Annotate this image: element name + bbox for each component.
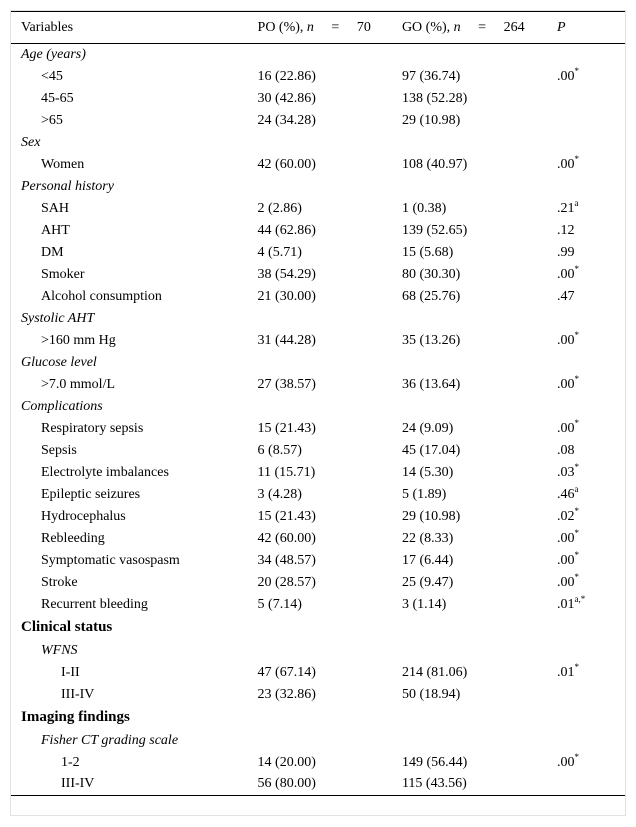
- header-variables: Variables: [11, 12, 258, 44]
- p-value-cell: [557, 110, 625, 132]
- row-heading: Fisher CT grading scale: [41, 732, 179, 748]
- go-value: 35 (13.26): [401, 332, 461, 348]
- go-value: [402, 352, 557, 374]
- po-value: 20 (28.57): [257, 574, 316, 590]
- go-value: 97 (36.74): [401, 68, 461, 84]
- header-go-n-eq: =: [478, 19, 487, 35]
- header-po-n-label: n: [306, 19, 314, 35]
- po-value: [258, 44, 402, 66]
- p-value: .99: [556, 244, 575, 260]
- po-value: 2 (2.86): [257, 200, 302, 216]
- go-value: 45 (17.04): [401, 442, 461, 458]
- row-label: <45: [41, 68, 63, 84]
- go-value: 15 (5.68): [401, 244, 454, 260]
- po-value: 15 (21.43): [257, 420, 316, 436]
- row-label: Recurrent bleeding: [41, 596, 148, 612]
- p-value-cell: [557, 440, 625, 462]
- table-row: [11, 198, 625, 220]
- go-value: [402, 132, 557, 154]
- data-table: [11, 11, 625, 796]
- po-value: [258, 308, 402, 330]
- table-row: [11, 572, 625, 594]
- group-heading-row: [11, 730, 625, 752]
- po-value: [258, 396, 402, 418]
- table-row: [11, 374, 625, 396]
- table-row: [11, 550, 625, 572]
- row-heading: Glucose level: [21, 354, 97, 370]
- row-label: Rebleeding: [41, 530, 105, 546]
- po-value: 23 (32.86): [257, 686, 316, 702]
- p-value-cell: [557, 752, 625, 774]
- p-footnote-marker: *: [574, 571, 579, 582]
- row-label: 1-2: [61, 754, 80, 770]
- p-value-cell: [557, 198, 625, 220]
- p-value-cell: [557, 462, 625, 484]
- table-container: [10, 10, 626, 816]
- row-label: Women: [41, 156, 85, 172]
- table-row: [11, 774, 625, 796]
- po-value: 38 (54.29): [257, 266, 316, 282]
- table-row: [11, 594, 625, 616]
- p-value: .21: [556, 200, 575, 216]
- go-value: 115 (43.56): [402, 774, 557, 796]
- p-value: .00: [556, 332, 575, 348]
- table-row: [11, 528, 625, 550]
- go-value: [402, 706, 557, 730]
- header-go-prefix: GO (%),: [401, 19, 451, 35]
- go-value: 138 (52.28): [401, 90, 468, 106]
- table-row: [11, 220, 625, 242]
- header-go: [402, 12, 557, 44]
- po-value: 42 (60.00): [257, 156, 316, 172]
- row-heading: Clinical status: [21, 619, 113, 635]
- table-row: [11, 418, 625, 440]
- table-row: [11, 662, 625, 684]
- row-label: Electrolyte imbalances: [41, 464, 169, 480]
- p-value-cell: [557, 774, 625, 796]
- go-value: 1 (0.38): [401, 200, 447, 216]
- go-value: 214 (81.06): [401, 664, 468, 680]
- go-value: 5 (1.89): [401, 486, 447, 502]
- p-value-cell: [557, 308, 625, 330]
- table-row: [11, 242, 625, 264]
- po-value: 47 (67.14): [257, 664, 316, 680]
- po-value: 30 (42.86): [257, 90, 316, 106]
- po-value: [258, 616, 402, 640]
- po-value: [258, 706, 402, 730]
- go-value: 149 (56.44): [401, 754, 468, 770]
- p-value-cell: [557, 730, 625, 752]
- table-row: [11, 440, 625, 462]
- p-value-cell: [557, 286, 625, 308]
- p-value: .47: [556, 288, 575, 304]
- p-value-cell: [557, 330, 625, 352]
- p-value-cell: [557, 528, 625, 550]
- table-row: [11, 286, 625, 308]
- p-value-cell: [557, 484, 625, 506]
- p-value: .00: [556, 754, 575, 770]
- p-footnote-marker: *: [574, 417, 579, 428]
- po-value: 27 (38.57): [257, 376, 316, 392]
- p-value-cell: [557, 374, 625, 396]
- row-label: Respiratory sepsis: [41, 420, 144, 436]
- section-heading-row: [11, 616, 625, 640]
- row-heading: WFNS: [41, 642, 78, 658]
- group-heading-row: [11, 308, 625, 330]
- po-value: [258, 730, 402, 752]
- row-heading: Age (years): [21, 46, 86, 62]
- p-value-cell: [557, 616, 625, 640]
- row-label: Stroke: [41, 574, 78, 590]
- po-value: 16 (22.86): [257, 68, 316, 84]
- p-value-cell: [557, 396, 625, 418]
- po-value: 56 (80.00): [258, 774, 402, 796]
- po-value: 34 (48.57): [257, 552, 316, 568]
- p-value: .02: [556, 508, 575, 524]
- group-heading-row: [11, 640, 625, 662]
- p-footnote-marker: *: [574, 661, 579, 672]
- p-value-cell: [557, 640, 625, 662]
- header-po-n-eq: =: [331, 19, 340, 35]
- p-value: .00: [556, 420, 575, 436]
- go-value: 36 (13.64): [401, 376, 461, 392]
- po-value: 11 (15.71): [257, 464, 316, 480]
- p-value-cell: [557, 264, 625, 286]
- row-label: Smoker: [41, 266, 85, 282]
- row-label: III-IV: [61, 686, 95, 702]
- go-value: [402, 616, 557, 640]
- go-value: 29 (10.98): [401, 112, 461, 128]
- row-label: Symptomatic vasospasm: [41, 552, 180, 568]
- go-value: 3 (1.14): [401, 596, 447, 612]
- p-value-cell: [557, 506, 625, 528]
- group-heading-row: [11, 44, 625, 66]
- go-value: 17 (6.44): [401, 552, 454, 568]
- go-value: [402, 730, 557, 752]
- row-label: Hydrocephalus: [41, 508, 126, 524]
- table-row: [11, 66, 625, 88]
- row-heading: Sex: [21, 134, 41, 150]
- row-label: Alcohol consumption: [41, 288, 162, 304]
- p-footnote-marker: *: [574, 153, 579, 164]
- p-value-cell: [557, 706, 625, 730]
- table-row: [11, 330, 625, 352]
- table-row: [11, 752, 625, 774]
- go-value: 29 (10.98): [401, 508, 461, 524]
- p-footnote-marker: *: [574, 263, 579, 274]
- row-label: Epileptic seizures: [41, 486, 141, 502]
- go-value: [402, 44, 557, 66]
- table-row: [11, 264, 625, 286]
- p-value: .46: [556, 486, 575, 502]
- p-footnote-marker: *: [574, 65, 579, 76]
- header-po-n-value: 70: [356, 19, 371, 35]
- p-value: .00: [556, 156, 575, 172]
- table-row: [11, 484, 625, 506]
- row-label: DM: [41, 244, 64, 260]
- p-value: .03: [556, 464, 575, 480]
- table-row: [11, 110, 625, 132]
- p-value-cell: [557, 352, 625, 374]
- p-value-cell: [557, 44, 625, 66]
- p-value-cell: [557, 572, 625, 594]
- go-value: 22 (8.33): [401, 530, 454, 546]
- po-value: 5 (7.14): [257, 596, 302, 612]
- section-heading-row: [11, 706, 625, 730]
- po-value: 44 (62.86): [257, 222, 316, 238]
- table-row: [11, 154, 625, 176]
- table-row: [11, 88, 625, 110]
- header-po-prefix: PO (%),: [257, 19, 304, 35]
- table-body: [11, 44, 625, 796]
- p-footnote-marker: *: [574, 329, 579, 340]
- header-go-n-value: 264: [503, 19, 525, 35]
- p-value: .01: [556, 664, 575, 680]
- p-value: .01: [556, 596, 575, 612]
- p-value-cell: [557, 88, 625, 110]
- p-value: .00: [556, 266, 575, 282]
- row-label: >160 mm Hg: [41, 332, 116, 348]
- p-value-cell: [557, 594, 625, 616]
- p-value: .00: [556, 530, 575, 546]
- p-value-cell: [557, 242, 625, 264]
- p-footnote-marker: *: [574, 505, 579, 516]
- go-value: 68 (25.76): [401, 288, 461, 304]
- go-value: 80 (30.30): [401, 266, 461, 282]
- go-value: [402, 396, 557, 418]
- po-value: 15 (21.43): [257, 508, 316, 524]
- row-label: >65: [41, 112, 63, 128]
- group-heading-row: [11, 132, 625, 154]
- row-heading: Complications: [21, 398, 103, 414]
- row-heading: Systolic AHT: [21, 310, 95, 326]
- po-value: 24 (34.28): [257, 112, 316, 128]
- row-heading: Personal history: [21, 178, 114, 194]
- row-label: SAH: [41, 200, 70, 216]
- p-value-cell: [557, 176, 625, 198]
- p-footnote-marker: *: [574, 527, 579, 538]
- header-p: P: [557, 12, 625, 44]
- row-label: III-IV: [11, 774, 258, 796]
- p-value: .00: [556, 68, 575, 84]
- group-heading-row: [11, 352, 625, 374]
- p-value-cell: [557, 66, 625, 88]
- p-footnote-marker: *: [574, 751, 579, 762]
- po-value: 14 (20.00): [257, 754, 316, 770]
- p-value: .08: [556, 442, 575, 458]
- p-value-cell: [557, 550, 625, 572]
- go-value: 24 (9.09): [401, 420, 454, 436]
- go-value: 108 (40.97): [401, 156, 468, 172]
- go-value: 14 (5.30): [401, 464, 454, 480]
- p-footnote-marker: *: [574, 549, 579, 560]
- po-value: 42 (60.00): [257, 530, 316, 546]
- p-footnote-marker: a,*: [574, 593, 586, 604]
- go-value: [402, 640, 557, 662]
- row-label: AHT: [41, 222, 70, 238]
- po-value: [258, 176, 402, 198]
- p-value-cell: [557, 132, 625, 154]
- go-value: [402, 308, 557, 330]
- p-value: .00: [556, 574, 575, 590]
- p-footnote-marker: *: [574, 373, 579, 384]
- p-value: .00: [556, 552, 575, 568]
- po-value: 21 (30.00): [257, 288, 316, 304]
- p-value-cell: [557, 418, 625, 440]
- p-value-cell: [557, 684, 625, 706]
- p-value-cell: [557, 154, 625, 176]
- go-value: 139 (52.65): [401, 222, 468, 238]
- po-value: 4 (5.71): [257, 244, 302, 260]
- po-value: 31 (44.28): [257, 332, 316, 348]
- p-value: .00: [556, 376, 575, 392]
- po-value: 6 (8.57): [257, 442, 302, 458]
- p-footnote-marker: a: [574, 483, 579, 494]
- header-po: [258, 12, 402, 44]
- table-row: [11, 506, 625, 528]
- p-value-cell: [557, 662, 625, 684]
- p-footnote-marker: a: [574, 197, 579, 208]
- table-row: [11, 462, 625, 484]
- table-row: [11, 684, 625, 706]
- po-value: 3 (4.28): [257, 486, 302, 502]
- p-value: .12: [556, 222, 575, 238]
- table-header-row: [11, 12, 625, 44]
- row-label: Sepsis: [41, 442, 77, 458]
- row-heading: Imaging findings: [21, 709, 130, 725]
- p-footnote-marker: *: [574, 461, 579, 472]
- p-value-cell: [557, 220, 625, 242]
- row-label: 45-65: [41, 90, 74, 106]
- po-value: [258, 640, 402, 662]
- header-go-n-label: n: [453, 19, 461, 35]
- po-value: [258, 132, 402, 154]
- go-value: 25 (9.47): [401, 574, 454, 590]
- group-heading-row: [11, 396, 625, 418]
- group-heading-row: [11, 176, 625, 198]
- row-label: I-II: [61, 664, 80, 680]
- po-value: [258, 352, 402, 374]
- go-value: 50 (18.94): [401, 686, 461, 702]
- row-label: >7.0 mmol/L: [41, 376, 116, 392]
- go-value: [402, 176, 557, 198]
